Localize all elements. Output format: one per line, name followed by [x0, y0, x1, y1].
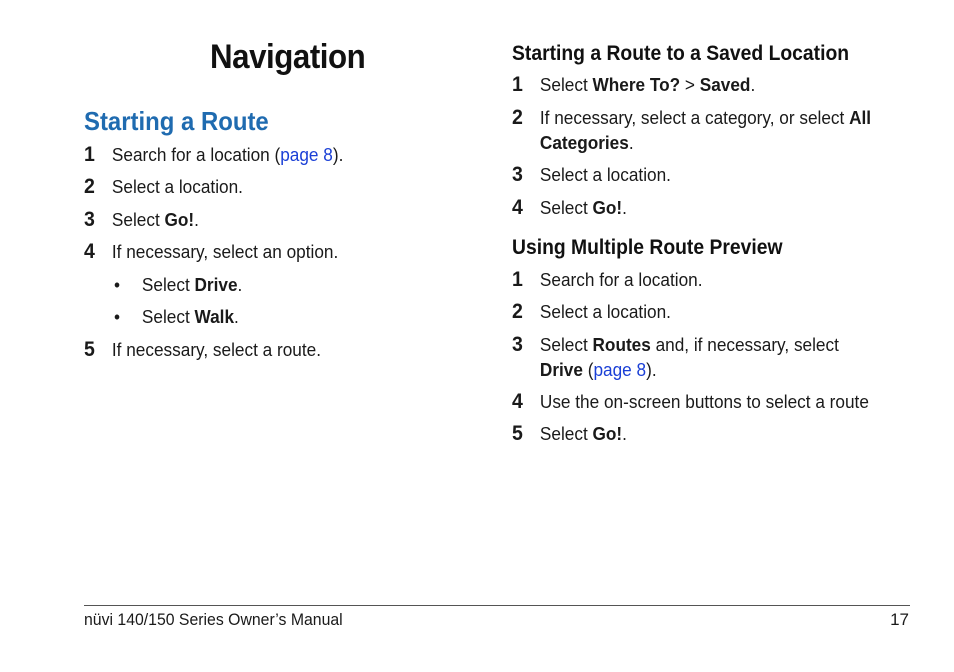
step-text: Select a location. [111, 176, 243, 197]
step-number: 2 [512, 106, 523, 129]
step-number: 3 [84, 208, 95, 231]
step-text: Use the on-screen buttons to select a route [539, 391, 869, 412]
footer-manual-title: nüvi 140/150 Series Owner’s Manual [84, 610, 343, 629]
step-text: Select a location. [539, 164, 671, 185]
step-number: 5 [512, 422, 523, 445]
manual-page: Navigation Starting a Route 1 Search for a location (page 8). 2 Select a location. 3 Select Go!. 4 If necessary, select an option. • Select Drive. • Select Walk. 5 If necessary, select a route. Starting a Route to a Saved Location 1 Select Where To? > Saved. 2 If necessary, select a category, or select All Categories. 3 Select a location. 4 Select Go!. Using Multiple Route Preview 1 Search for a location. 2 Select a location. 3 Select Routes and, if necessary, select Drive (page 8). 4 Use the on-screen buttons to select a route 5 Select Go!. nüvi 140/150 Series Owner’s Manual 17 [84, 38, 909, 629]
section-heading-saved-location: Starting a Route to a Saved Location [512, 42, 850, 65]
step-number: 2 [512, 300, 523, 323]
page-title: Navigation [210, 38, 366, 76]
step-number: 4 [512, 196, 523, 219]
step-text: Select a location. [539, 301, 671, 322]
step-number: 5 [84, 338, 95, 361]
step-number: 3 [512, 163, 523, 186]
footer-page-number: 17 [890, 610, 909, 629]
bullet-dot: • [114, 274, 121, 295]
step-number: 4 [512, 390, 523, 413]
step-number: 1 [512, 268, 523, 291]
step-number: 4 [84, 240, 95, 263]
page-link[interactable]: page 8 [593, 359, 647, 380]
step-text: If necessary, select a route. [111, 339, 322, 360]
step-text: Search for a location. [539, 269, 703, 290]
step-number: 2 [84, 175, 95, 198]
section-heading-starting-a-route: Starting a Route [84, 106, 269, 136]
footer-divider [84, 605, 910, 606]
step-number: 3 [512, 333, 523, 356]
step-number: 1 [512, 73, 523, 96]
step-number: 1 [84, 143, 95, 166]
step-text: If necessary, select an option. [111, 241, 339, 262]
section-heading-multiple-route-preview: Using Multiple Route Preview [512, 236, 783, 259]
page-link[interactable]: page 8 [280, 144, 333, 165]
bullet-dot: • [114, 306, 121, 327]
